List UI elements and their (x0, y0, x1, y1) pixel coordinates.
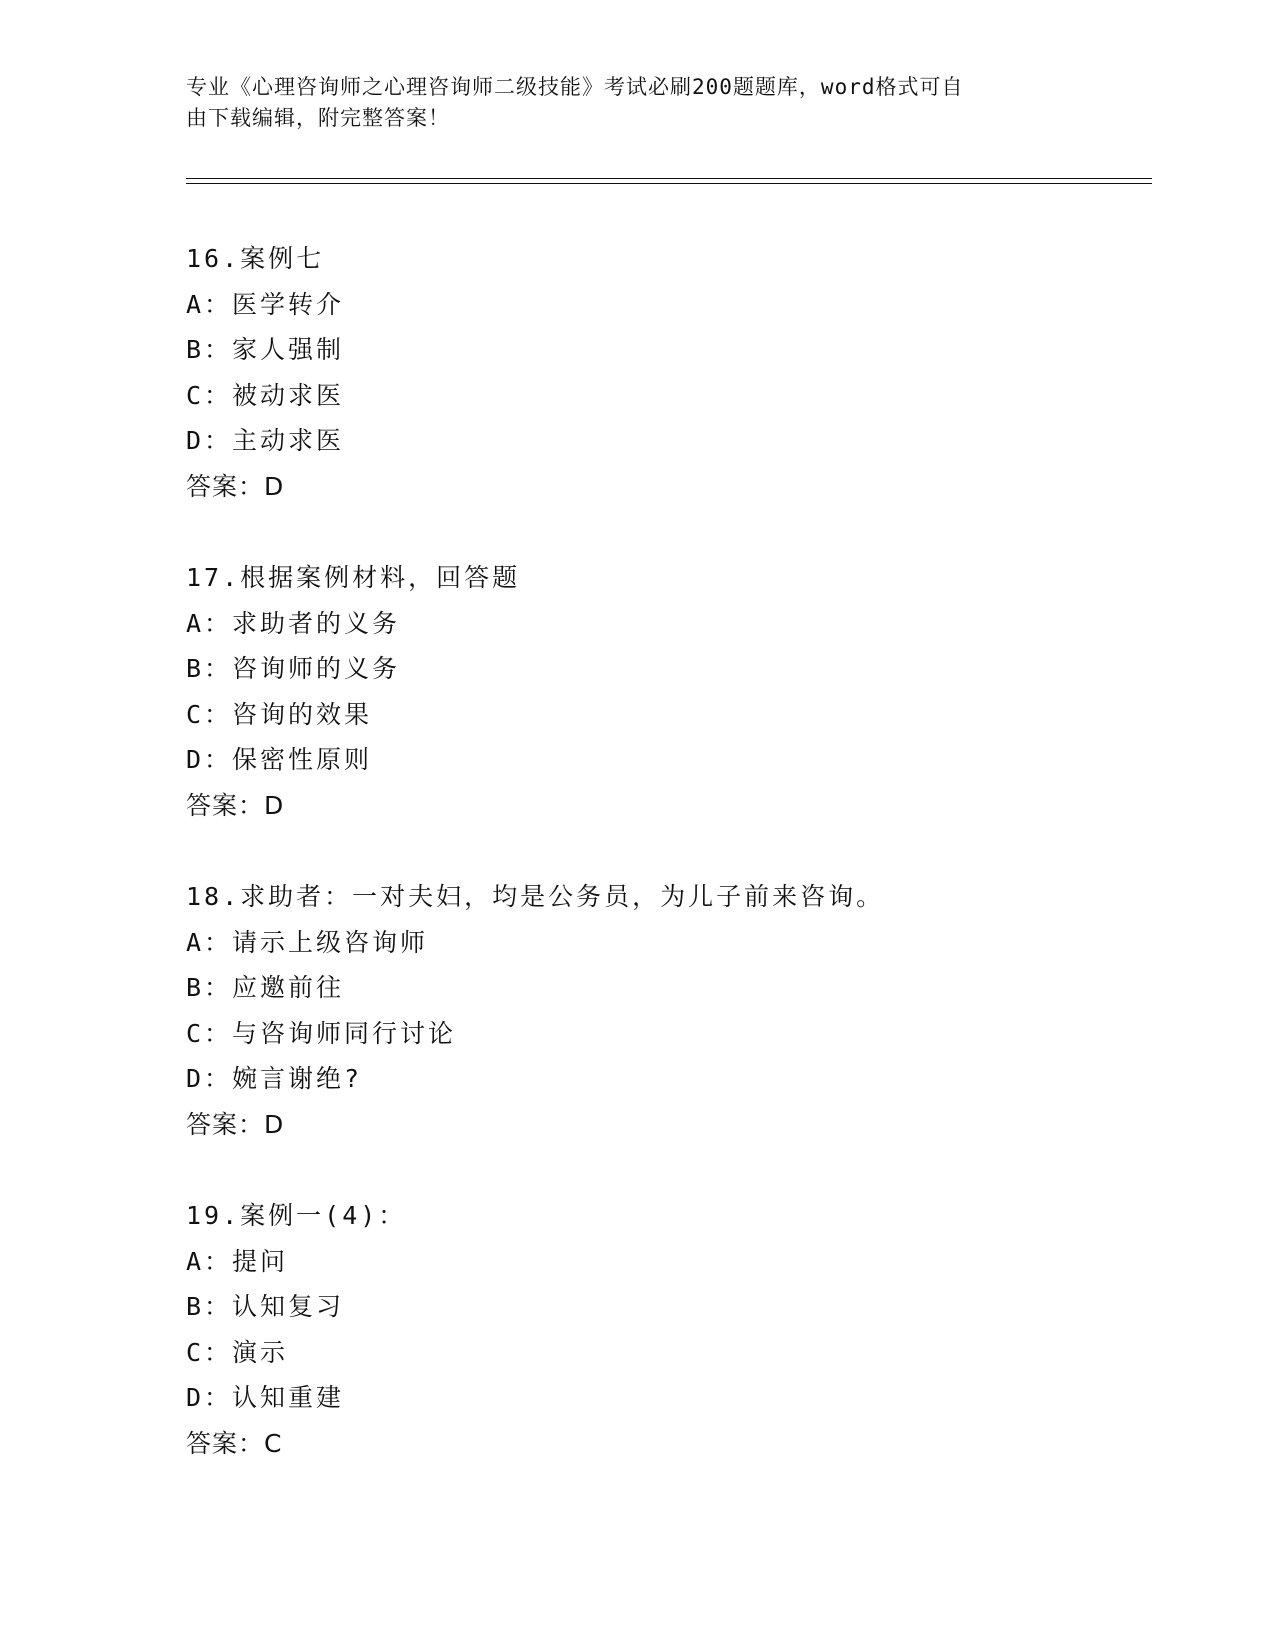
answer-line: 答案：D (186, 471, 285, 501)
option-a: A：医学转介 (186, 289, 345, 319)
option-d: D：婉言谢绝? (186, 1064, 363, 1093)
header-line-2: 由下载编辑，附完整答案！ (186, 106, 450, 130)
question-stem: 19.案例一(4)： (186, 1201, 407, 1230)
option-d: D：认知重建 (186, 1383, 345, 1412)
answer-line: 答案：D (186, 1109, 285, 1139)
answer-line: 答案：D (186, 790, 285, 820)
question-list (186, 236, 1146, 1512)
option-a: A：提问 (186, 1246, 289, 1276)
question-stem: 16.案例七 (186, 244, 325, 273)
option-a: A：求助者的义务 (186, 608, 401, 638)
option-b: B：咨询师的义务 (186, 654, 401, 683)
option-b: B：认知复习 (186, 1292, 345, 1321)
question-17 (186, 555, 1146, 828)
header-divider-bottom (186, 183, 1152, 184)
option-d: D：保密性原则 (186, 745, 373, 774)
question-19 (186, 1193, 1146, 1466)
header-divider-top (186, 178, 1152, 179)
option-c: C：演示 (186, 1337, 289, 1367)
header-line-1: 专业《心理咨询师之心理咨询师二级技能》考试必刷200题题库，word格式可自 (186, 75, 964, 99)
option-c: C：被动求医 (186, 380, 345, 410)
option-c: C：与咨询师同行讨论 (186, 1018, 457, 1048)
option-a: A：请示上级咨询师 (186, 927, 429, 957)
option-b: B：家人强制 (186, 335, 345, 364)
option-b: B：应邀前往 (186, 973, 345, 1002)
answer-line: 答案：C (186, 1428, 283, 1458)
question-16 (186, 236, 1146, 509)
question-stem: 18.求助者：一对夫妇，均是公务员，为儿子前来咨询。 (186, 882, 885, 911)
document-header (186, 72, 1066, 134)
option-d: D：主动求医 (186, 426, 345, 455)
question-18 (186, 874, 1146, 1147)
question-stem: 17.根据案例材料，回答题 (186, 563, 521, 592)
option-c: C：咨询的效果 (186, 699, 373, 729)
